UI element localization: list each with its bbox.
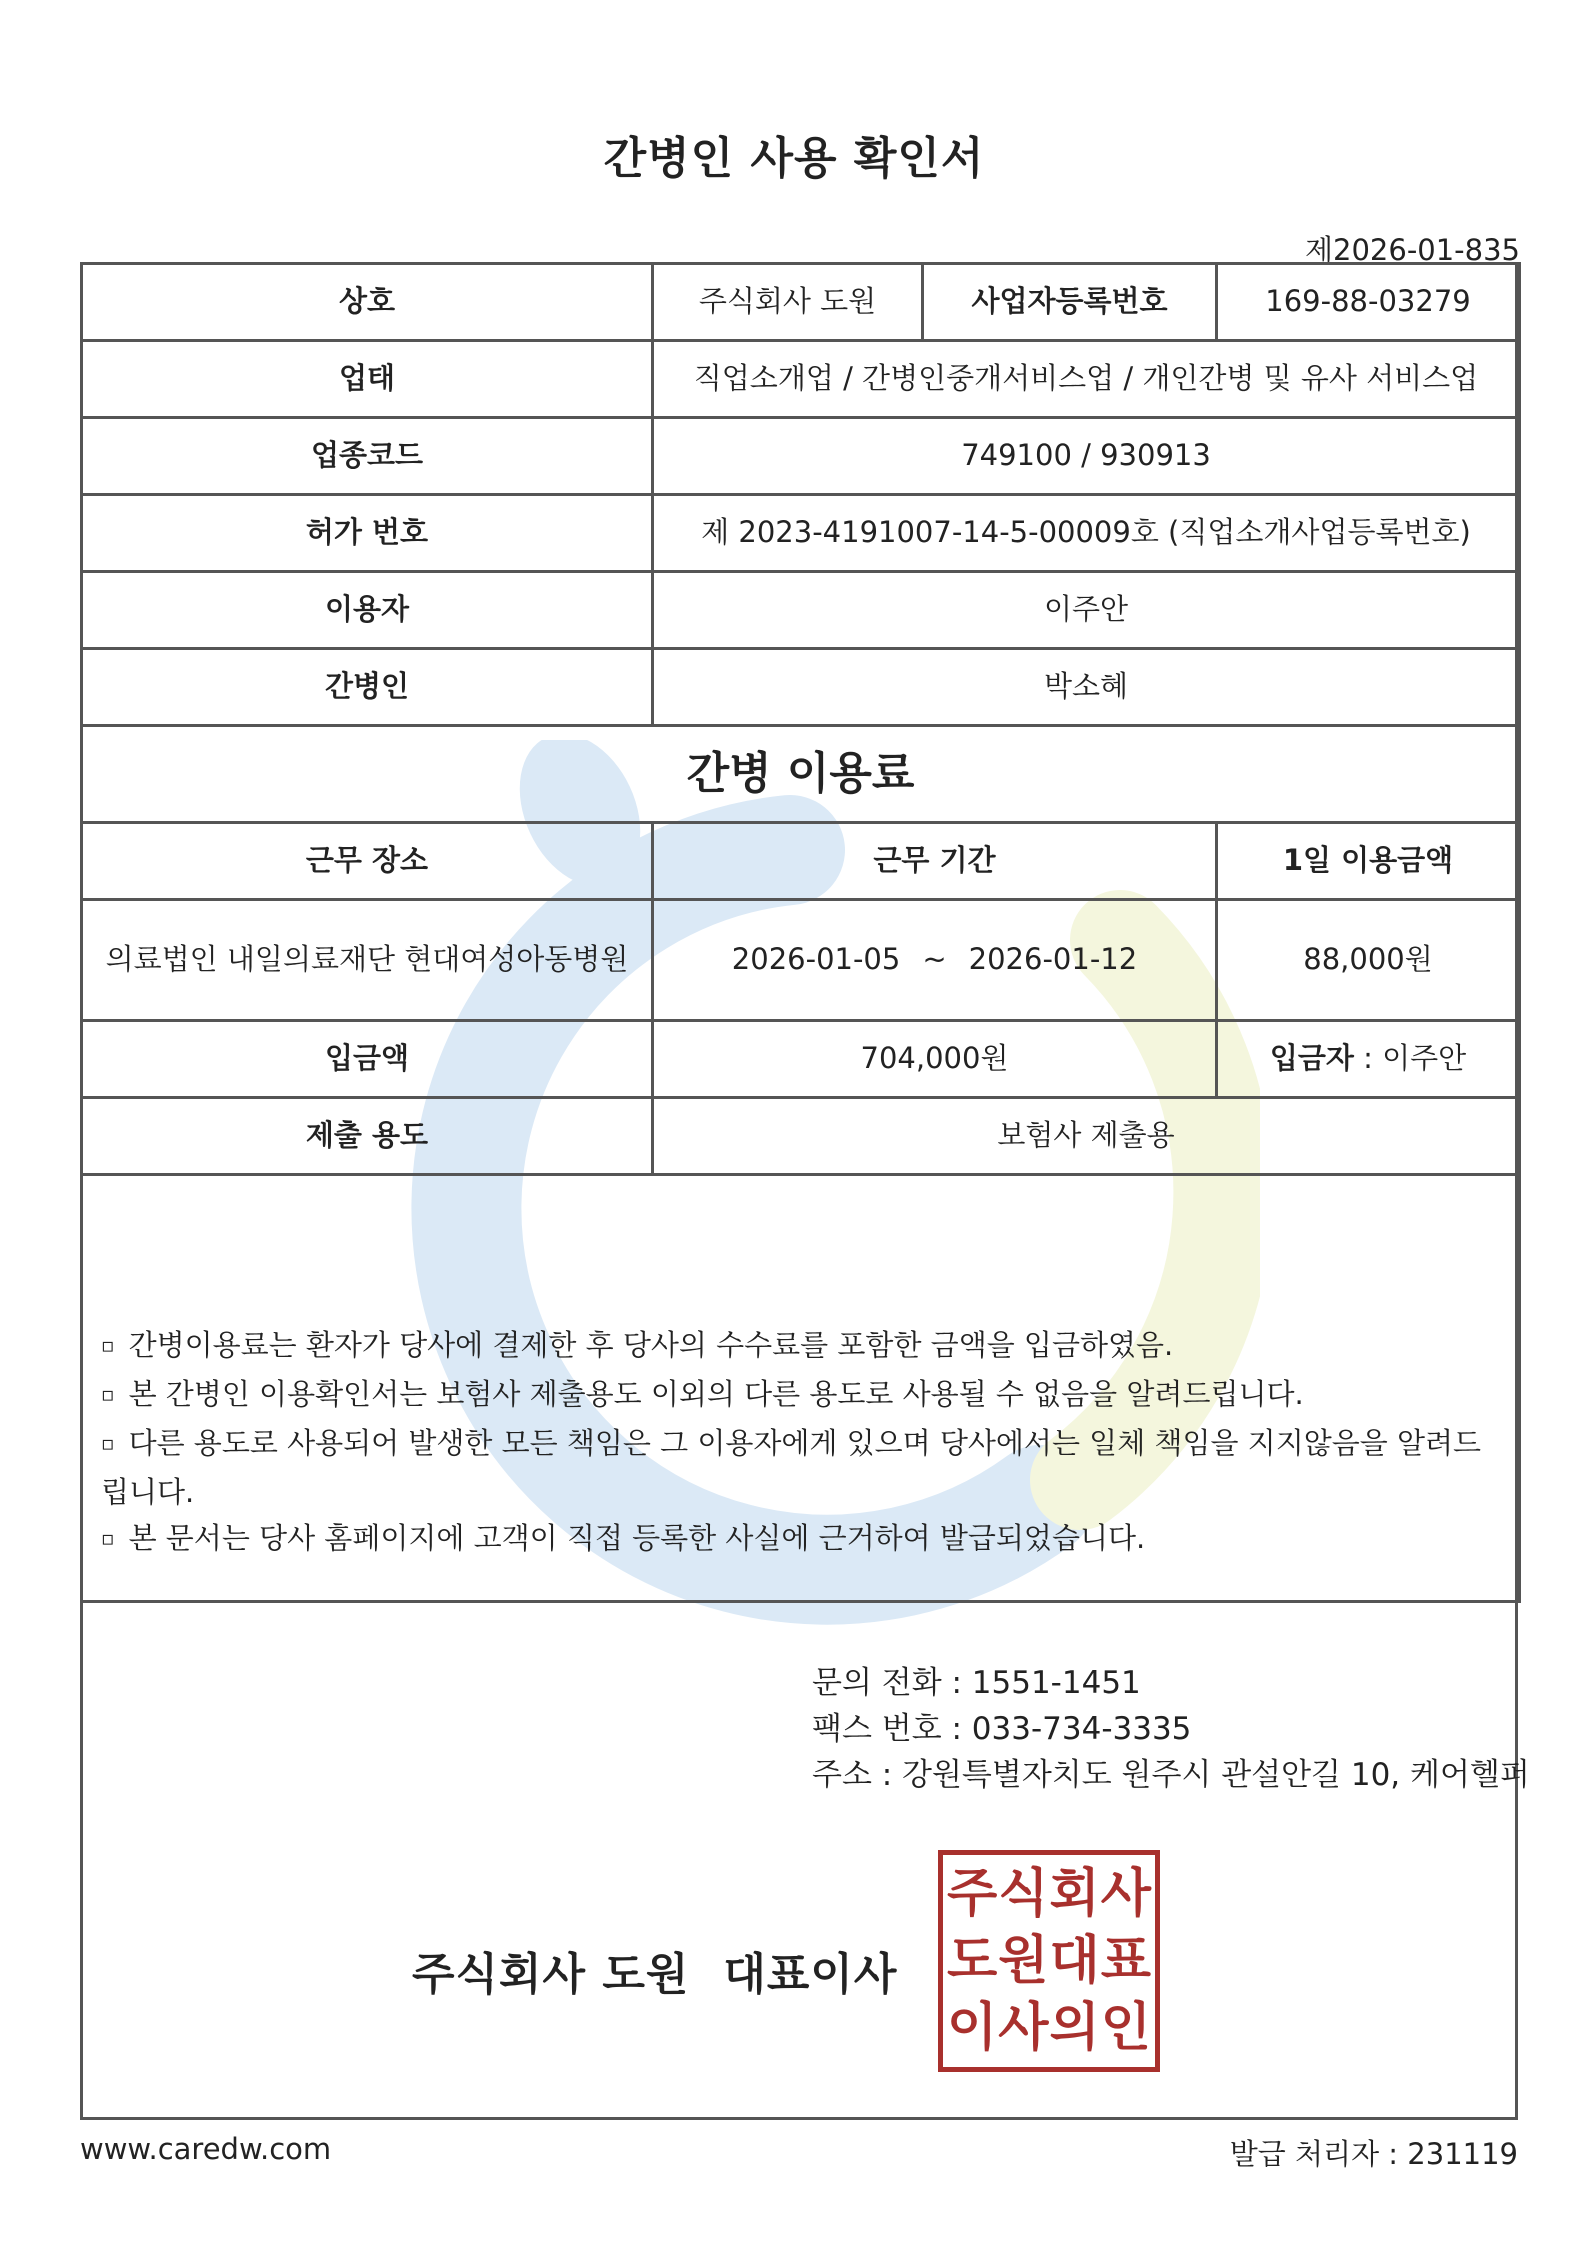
table-row xyxy=(82,418,1520,495)
period-start: 2026-01-05 xyxy=(731,942,901,977)
business-type-label: 업태 xyxy=(82,341,653,418)
work-place-header: 근무 장소 xyxy=(82,823,653,900)
company-seal-stamp: 주 식 회 사 도 원 대 표 이 사 의 인 xyxy=(938,1850,1160,2072)
square-bullet-icon: ▫ xyxy=(101,1382,115,1406)
table-row xyxy=(82,1098,1520,1175)
caregiver-value: 박소혜 xyxy=(653,649,1520,726)
notice-box xyxy=(82,1175,1520,1602)
user-label: 이용자 xyxy=(82,572,653,649)
period-separator: ~ xyxy=(922,942,947,977)
user-value: 이주안 xyxy=(653,572,1520,649)
info-table xyxy=(80,262,1521,1603)
square-bullet-icon: ▫ xyxy=(101,1333,115,1357)
list-item: ▫ 본 간병인 이용확인서는 보험사 제출용도 이외의 다른 용도로 사용될 수 없음을 알려드립니다. xyxy=(101,1377,1304,1411)
industry-code-label: 업종코드 xyxy=(82,418,653,495)
document-title: 간병인 사용 확인서 xyxy=(603,133,985,184)
license-value: 제 2023-4191007-14-5-00009호 (직업소개사업등록번호) xyxy=(653,495,1520,572)
purpose-value: 보험사 제출용 xyxy=(653,1098,1520,1175)
reg-number-value: 169-88-03279 xyxy=(1217,264,1520,341)
table-row xyxy=(82,900,1520,1021)
industry-code-value: 749100 / 930913 xyxy=(653,418,1520,495)
table-row xyxy=(82,495,1520,572)
daily-fee-value: 88,000원 xyxy=(1217,900,1520,1021)
daily-fee-header: 1일 이용금액 xyxy=(1217,823,1520,900)
company-value: 주식회사 도원 xyxy=(653,264,923,341)
work-place-value: 의료법인 내일의료재단 현대여성아동병원 xyxy=(82,900,653,1021)
fee-section-title: 간병 이용료 xyxy=(82,726,1520,823)
list-item: ▫ 다른 용도로 사용되어 발생한 모든 책임은 그 이용자에게 있으며 당사에서는 일체 책임을 지지않음을 알려드립니다. xyxy=(101,1426,1482,1509)
document-number: 제2026-01-835 xyxy=(1305,233,1520,267)
company-label: 상호 xyxy=(82,264,653,341)
issuer-signature xyxy=(412,1938,897,2002)
reg-number-label: 사업자등록번호 xyxy=(923,264,1217,341)
table-row xyxy=(82,341,1520,418)
footer-website: www.caredw.com xyxy=(80,2132,332,2166)
table-row xyxy=(82,572,1520,649)
deposit-label: 입금액 xyxy=(82,1021,653,1098)
table-row xyxy=(82,1021,1520,1098)
issuer-company: 주식회사 도원 xyxy=(412,1949,690,2000)
caregiver-label: 간병인 xyxy=(82,649,653,726)
issuer-title: 대표이사 xyxy=(723,1949,898,2000)
table-row xyxy=(82,823,1520,900)
work-period-header: 근무 기간 xyxy=(653,823,1217,900)
table-row xyxy=(82,649,1520,726)
license-label: 허가 번호 xyxy=(82,495,653,572)
payer-separator: : xyxy=(1353,1041,1383,1076)
square-bullet-icon: ▫ xyxy=(101,1431,115,1455)
table-row xyxy=(82,1175,1520,1602)
table-row xyxy=(82,726,1520,823)
payer-label: 입금자 xyxy=(1269,1041,1354,1076)
payer-value: 이주안 xyxy=(1382,1041,1467,1076)
table-row xyxy=(82,264,1520,341)
list-item: ▫ 본 문서는 당사 홈페이지에 고객이 직접 등록한 사실에 근거하여 발급되었습니다. xyxy=(101,1521,1146,1555)
purpose-label: 제출 용도 xyxy=(82,1098,653,1175)
period-end: 2026-01-12 xyxy=(968,942,1138,977)
contact-address: 주소 : 강원특별자치도 원주시 관설안길 10, 케어헬퍼 xyxy=(812,1757,1530,1793)
payer-cell xyxy=(1217,1021,1520,1098)
notice-list xyxy=(101,1322,1502,1564)
contact-fax: 팩스 번호 : 033-734-3335 xyxy=(812,1711,1192,1747)
business-type-value: 직업소개업 / 간병인중개서비스업 / 개인간병 및 유사 서비스업 xyxy=(653,341,1520,418)
square-bullet-icon: ▫ xyxy=(101,1526,115,1550)
list-item: ▫ 간병이용료는 환자가 당사에 결제한 후 당사의 수수료를 포함한 금액을 입금하였음. xyxy=(101,1328,1174,1362)
contact-phone: 문의 전화 : 1551-1451 xyxy=(812,1665,1141,1701)
work-period-value xyxy=(653,900,1217,1021)
contact-info xyxy=(812,1660,1530,1798)
footer-issued-by: 발급 처리자 : 231119 xyxy=(1229,2137,1518,2171)
deposit-value: 704,000원 xyxy=(653,1021,1217,1098)
